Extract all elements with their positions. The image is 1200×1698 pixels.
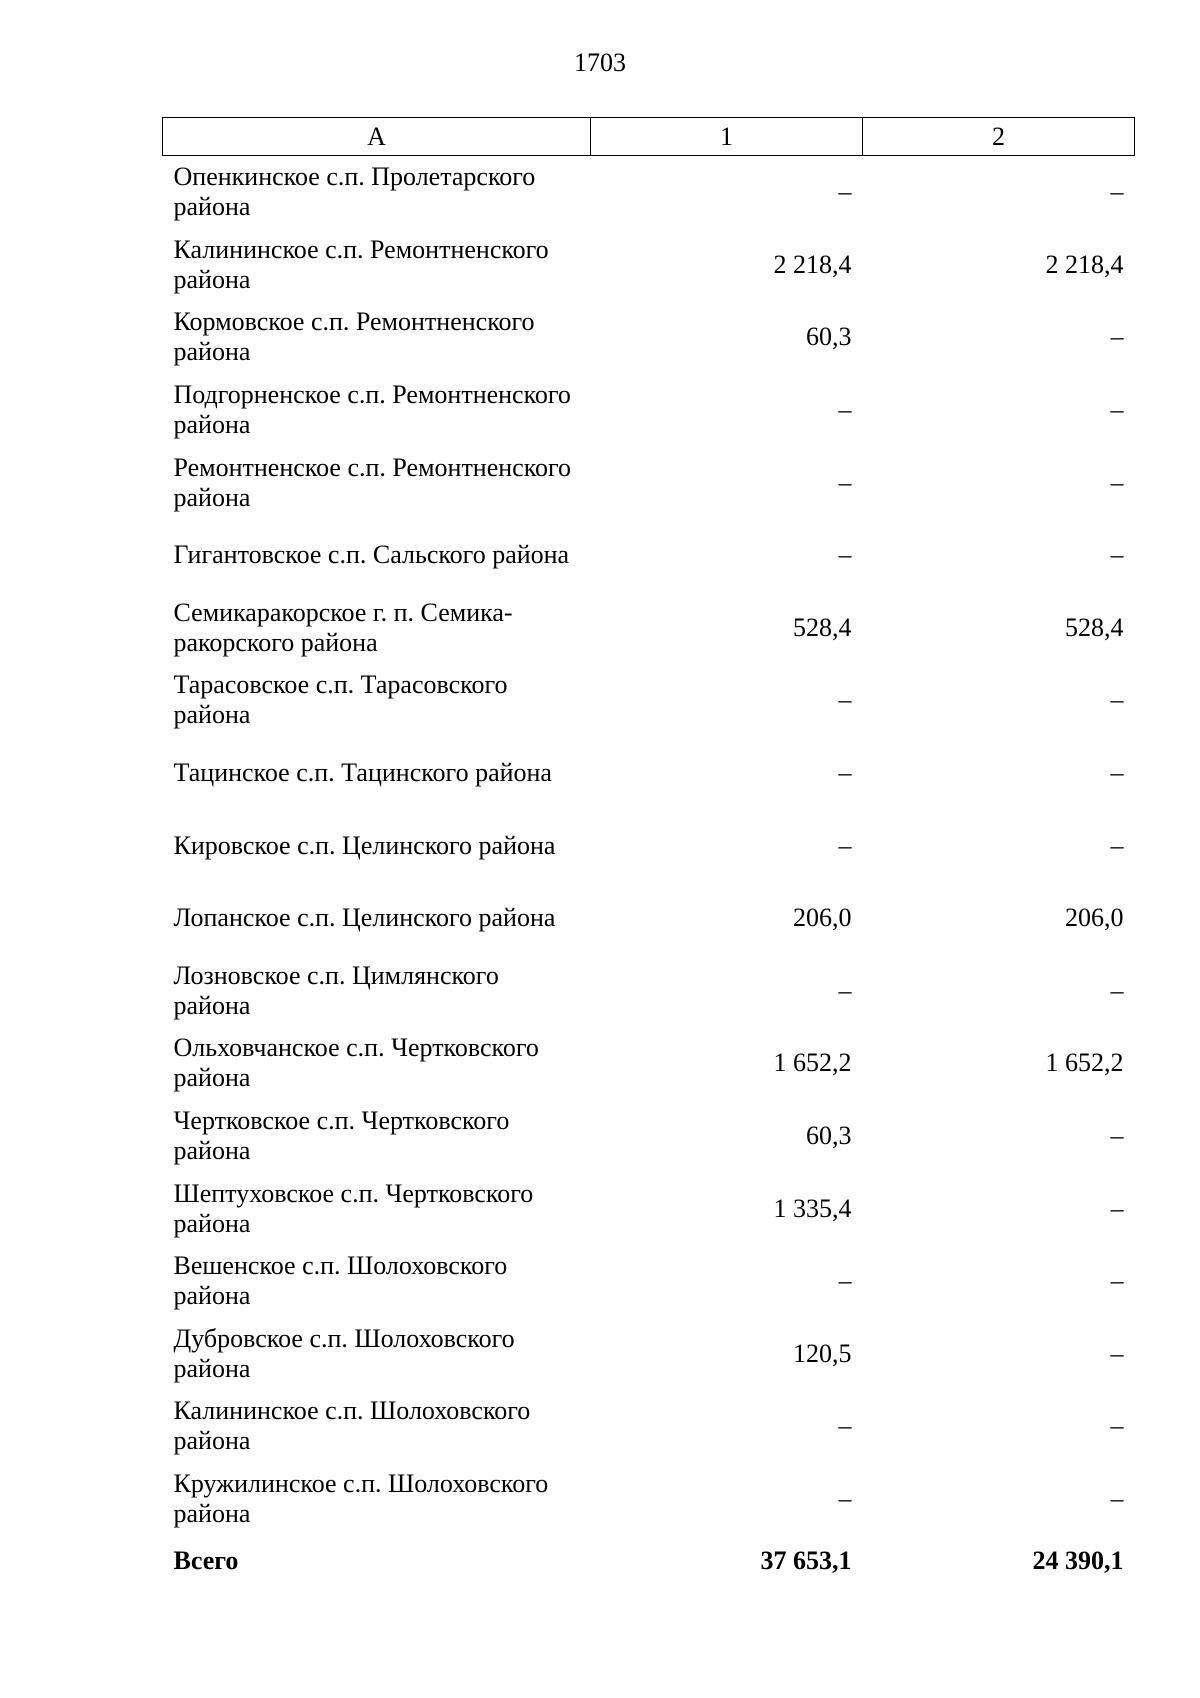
row-name: Лопанское с.п. Целинского района [173,903,556,933]
header-col-a: A [163,118,591,156]
row-name: Чертковское с.п. Чертковского района [173,1106,510,1166]
total-row [163,1535,1135,1587]
row-name: Семикаракорское г. п. Семикаракорского района [173,597,513,657]
table-row [163,592,1135,665]
row-value-1: – [838,1411,852,1441]
row-value-1: 60,3 [806,1121,852,1151]
table-row [163,156,1135,229]
row-value-1: 528,4 [793,612,852,642]
table-row [163,882,1135,955]
row-value-1: – [838,1483,852,1513]
header-col-2: 2 [863,118,1135,156]
table-row [163,301,1135,374]
total-label: Всего [173,1546,239,1576]
row-value-2: – [1110,540,1124,570]
row-name: Вешенское с.п. Шолоховского района [173,1251,508,1311]
row-value-2: – [1110,467,1124,497]
row-name: Подгорненское с.п. Ремонтненского района [173,380,571,440]
table-row [163,1172,1135,1245]
row-value-1: – [838,540,852,570]
row-name: Ремонтненское с.п. Ремонтненского района [173,452,572,512]
row-value-2: 206,0 [1065,903,1124,933]
row-value-1: – [838,1266,852,1296]
table-row [163,1100,1135,1173]
table-row [163,955,1135,1028]
row-value-2: – [1110,1266,1124,1296]
row-value-2: – [1110,177,1124,207]
row-value-1: – [838,758,852,788]
row-value-1: – [838,830,852,860]
table-row [163,446,1135,519]
table-row [163,519,1135,592]
row-name: Калининское с.п. Шолоховского района [173,1396,531,1456]
row-value-2: 2 218,4 [1045,249,1124,279]
row-value-1: 120,5 [793,1338,852,1368]
row-name: Лозновское с.п. Цимлянского района [173,960,499,1020]
row-value-2: 528,4 [1065,612,1124,642]
row-value-2: – [1110,395,1124,425]
row-value-2: 1 652,2 [1045,1048,1124,1078]
row-value-2: – [1110,1193,1124,1223]
row-value-2: – [1110,1121,1124,1151]
row-value-1: – [838,177,852,207]
row-name: Кировское с.п. Целинского района [173,830,556,860]
row-value-2: – [1110,1483,1124,1513]
table-row [163,229,1135,302]
total-value-2: 24 390,1 [1032,1546,1124,1576]
row-value-1: – [838,395,852,425]
table-body [163,156,1135,1588]
row-name: Кормовское с.п. Ремонтненского района [173,307,535,367]
table-row [163,374,1135,447]
table-row [163,1463,1135,1536]
total-value-1: 37 653,1 [760,1546,852,1576]
row-value-1: 2 218,4 [773,249,852,279]
row-value-2: – [1110,322,1124,352]
row-value-1: 1 335,4 [773,1193,852,1223]
table-row [163,1390,1135,1463]
row-value-2: – [1110,685,1124,715]
budget-table [162,117,1135,1587]
row-value-1: 60,3 [806,322,852,352]
row-name: Тацинское с.п. Тацинского района [173,758,552,788]
header-row [163,118,1135,156]
page-number: 1703 [574,48,626,77]
row-value-1: – [838,467,852,497]
table-row [163,1245,1135,1318]
row-name: Тарасовское с.п. Тарасовского района [173,670,508,730]
row-name: Шептуховское с.п. Чертковского района [173,1178,534,1238]
row-name: Опенкинское с.п. Пролетарского района [173,162,536,222]
row-value-1: 1 652,2 [773,1048,852,1078]
row-value-2: – [1110,1338,1124,1368]
row-value-1: – [838,975,852,1005]
row-name: Дубровское с.п. Шолоховского района [173,1323,515,1383]
row-name: Кружилинское с.п. Шолоховского района [173,1468,549,1528]
row-name: Калининское с.п. Ремонтненского района [173,234,549,294]
table-row [163,1027,1135,1100]
table-row [163,809,1135,882]
row-value-2: – [1110,830,1124,860]
row-value-1: – [838,685,852,715]
table-row [163,664,1135,737]
header-col-1: 1 [591,118,863,156]
row-name: Гигантовское с.п. Сальского района [173,540,570,570]
table-header [163,118,1135,156]
row-value-2: – [1110,975,1124,1005]
row-value-1: 206,0 [793,903,852,933]
row-value-2: – [1110,758,1124,788]
row-value-2: – [1110,1411,1124,1441]
row-name: Ольховчанское с.п. Чертковского района [173,1033,539,1093]
table-row [163,1318,1135,1391]
table-row [163,737,1135,810]
